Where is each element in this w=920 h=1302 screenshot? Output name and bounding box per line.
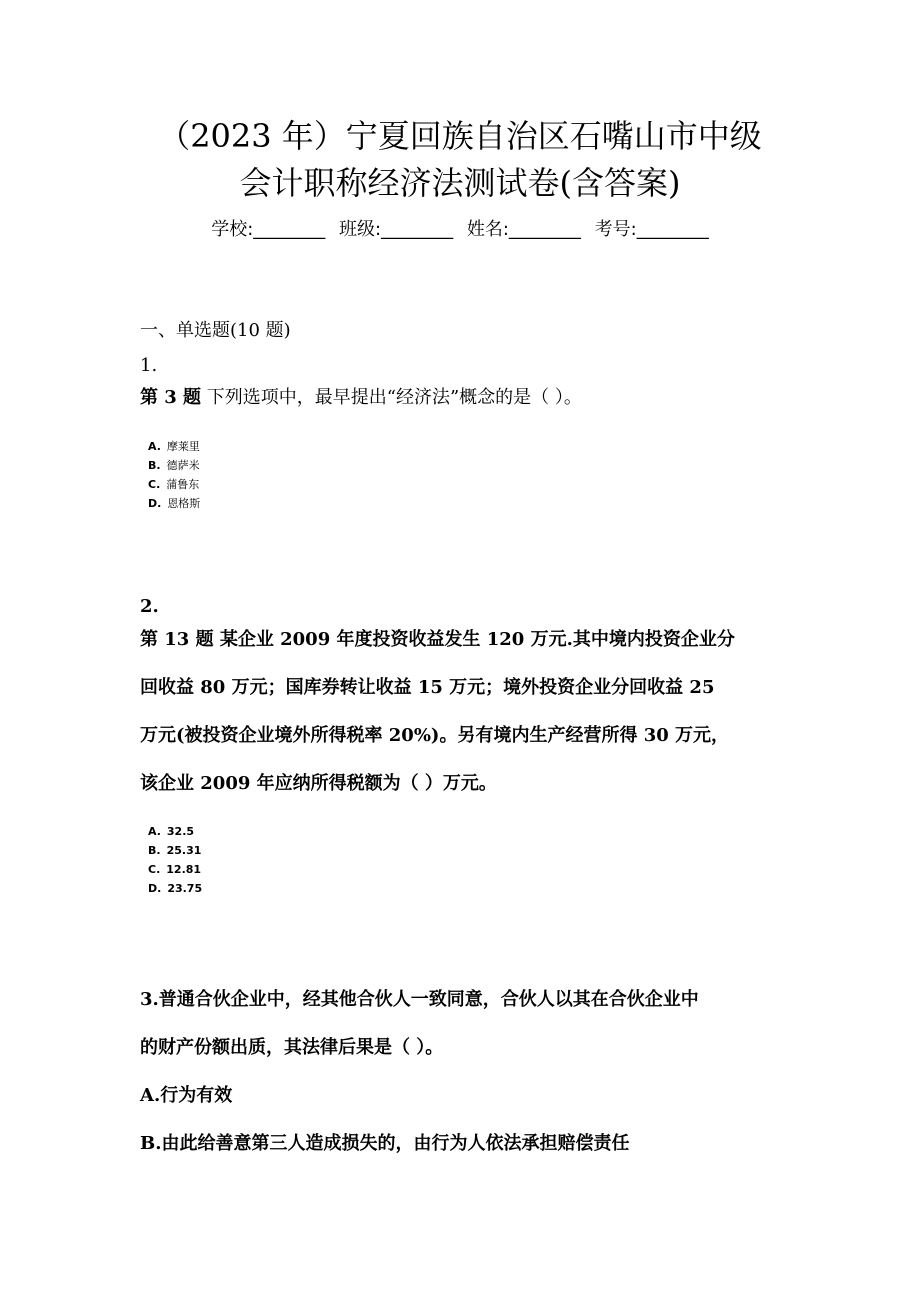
question-1-prefix: 第 3 题 xyxy=(140,387,202,408)
question-3-option-b: B.由此给善意第三人造成损失的，由行为人依法承担赔偿责任 xyxy=(140,1133,630,1154)
question-1-stem: 下列选项中，最早提出“经济法”概念的是（ ）。 xyxy=(201,387,582,408)
question-2-line-2: 回收益 80 万元；国库券转让收益 15 万元；境外投资企业分回收益 25 xyxy=(140,677,715,698)
question-1-option-d: D. 恩格斯 xyxy=(148,497,201,510)
question-2-number: 2. xyxy=(140,596,159,617)
question-3-option-a: A.行为有效 xyxy=(140,1085,233,1106)
document-title-line-2: 会计职称经济法测试卷(含答案) xyxy=(239,164,681,202)
school-field: 学校:________ xyxy=(211,219,326,240)
question-2-option-a: A. 32.5 xyxy=(148,825,195,838)
question-2-option-c: C. 12.81 xyxy=(148,863,202,876)
question-1-option-c: C. 蒲鲁东 xyxy=(148,478,200,491)
question-1-text xyxy=(140,384,582,412)
question-3-line-1: 3.普通合伙企业中，经其他合伙人一致同意，合伙人以其在合伙企业中 xyxy=(140,989,699,1010)
exam-number-field: 考号:________ xyxy=(594,219,709,240)
section-heading: 一、单选题(10 题) xyxy=(140,320,291,341)
class-field: 班级:________ xyxy=(339,219,454,240)
question-1-option-a: A. 摩莱里 xyxy=(148,440,200,453)
document-title-line-1: （2023 年）宁夏回族自治区石嘴山市中级 xyxy=(158,117,762,155)
question-2-option-b: B. 25.31 xyxy=(148,844,202,857)
question-1-number: 1. xyxy=(140,355,158,376)
name-field: 姓名:________ xyxy=(466,219,581,240)
question-2-line-1: 第 13 题 某企业 2009 年度投资收益发生 120 万元.其中境内投资企业分 xyxy=(140,629,735,650)
student-info-row xyxy=(0,216,920,244)
question-3-line-2: 的财产份额出质，其法律后果是（ ）。 xyxy=(140,1037,444,1058)
question-2-option-d: D. 23.75 xyxy=(148,882,203,895)
question-2-line-3: 万元(被投资企业境外所得税率 20%)。另有境内生产经营所得 30 万元， xyxy=(140,725,730,746)
question-1-option-b: B. 德萨米 xyxy=(148,459,200,472)
question-2-line-4: 该企业 2009 年应纳所得税额为（ ）万元。 xyxy=(140,773,497,794)
